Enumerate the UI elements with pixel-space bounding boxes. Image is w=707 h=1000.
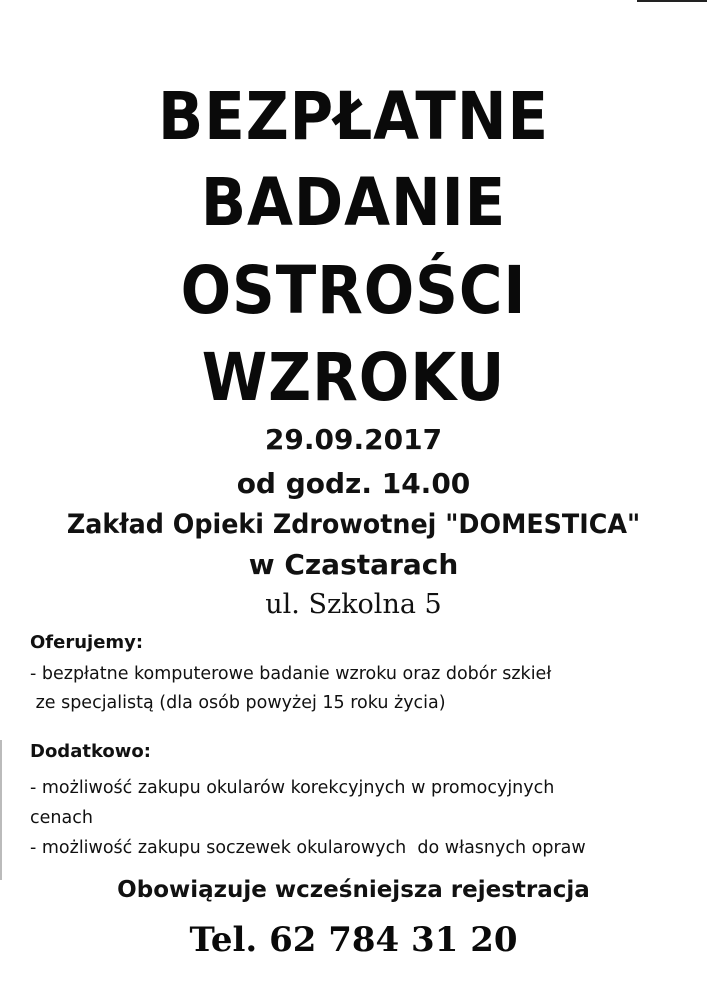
headline-line-2: BADANIE — [200, 164, 507, 241]
extra-line: cenach — [30, 808, 93, 828]
extra-line: - możliwość zakupu okularów korekcyjnych w promocyjnych — [30, 778, 555, 798]
headline-line-3: OSTROŚCI — [180, 252, 527, 329]
registration-notice: Obowiązuje wcześniejsza rejestracja — [117, 877, 590, 903]
extra-line: - możliwość zakupu soczewek okularowych do własnych opraw — [30, 838, 586, 858]
offer-title: Oferujemy: — [30, 632, 144, 653]
event-time: od godz. 14.00 — [236, 467, 471, 500]
event-date: 29.09.2017 — [264, 423, 443, 456]
offer-line: - bezpłatne komputerowe badanie wzroku oraz dobór szkieł — [30, 664, 552, 684]
headline-line-1: BEZPŁATNE — [158, 78, 549, 155]
event-street: ul. Szkolna 5 — [265, 589, 442, 620]
scan-edge-top — [637, 0, 707, 2]
offer-line: ze specjalistą (dla osób powyżej 15 roku życia) — [30, 693, 446, 713]
event-place: Zakład Opieki Zdrowotnej "DOMESTICA" — [66, 509, 641, 540]
scan-edge-left — [0, 740, 2, 880]
phone-number: Tel. 62 784 31 20 — [189, 920, 518, 960]
extra-title: Dodatkowo: — [30, 741, 151, 762]
headline-line-4: WZROKU — [201, 339, 506, 416]
event-town: w Czastarach — [248, 548, 459, 581]
